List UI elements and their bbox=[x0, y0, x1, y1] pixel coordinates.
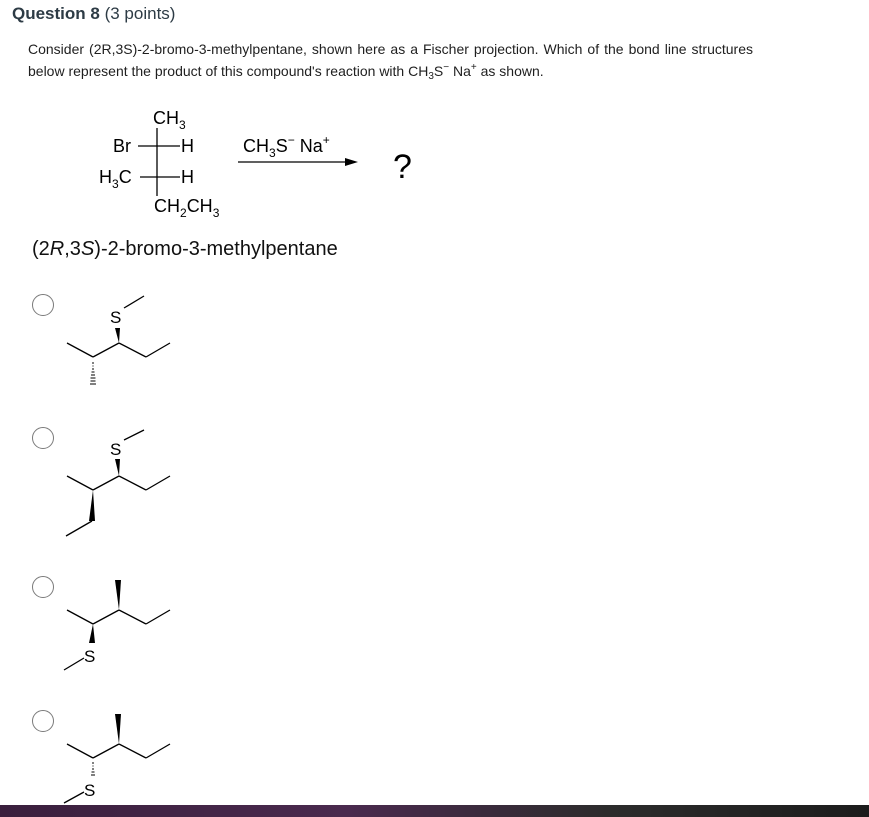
svg-text:S: S bbox=[84, 781, 96, 800]
option-3-structure bbox=[0, 570, 869, 680]
compound-name: (2R,3S)-2-bromo-3-methylpentane bbox=[32, 238, 338, 260]
option-2-structure bbox=[0, 415, 869, 545]
fischer-projection bbox=[0, 0, 869, 235]
option-1-structure bbox=[0, 280, 869, 400]
fischer-br-label: Br bbox=[113, 136, 131, 156]
fischer-h-label-2: H bbox=[181, 167, 194, 187]
fischer-top-group: $CH_3$ bbox=[153, 108, 186, 132]
svg-text:S: S bbox=[110, 440, 122, 459]
reagent-label: $CH_3S^-$ Na+ bbox=[243, 133, 330, 160]
svg-text:S: S bbox=[84, 647, 96, 666]
fischer-methyl-label: $H_3C$ bbox=[99, 167, 132, 191]
fischer-bottom-group: $CH_2CH_3$ bbox=[154, 196, 220, 220]
question-number: Question 8 bbox=[12, 4, 100, 23]
product-question-mark: ? bbox=[393, 148, 412, 186]
option-4-structure bbox=[0, 705, 869, 805]
question-points: (3 points) bbox=[104, 4, 176, 23]
svg-text:S: S bbox=[110, 308, 122, 327]
question-text: Consider (2R,3S)-2-bromo-3-methylpentane, shown here as a Fischer projection. Which of the bond line structures below represent the product of this compound's reaction with $CH_3S^-$ Na+ as shown. bbox=[28, 41, 753, 82]
bottom-bar bbox=[0, 805, 869, 817]
fischer-h-label-1: H bbox=[181, 136, 194, 156]
